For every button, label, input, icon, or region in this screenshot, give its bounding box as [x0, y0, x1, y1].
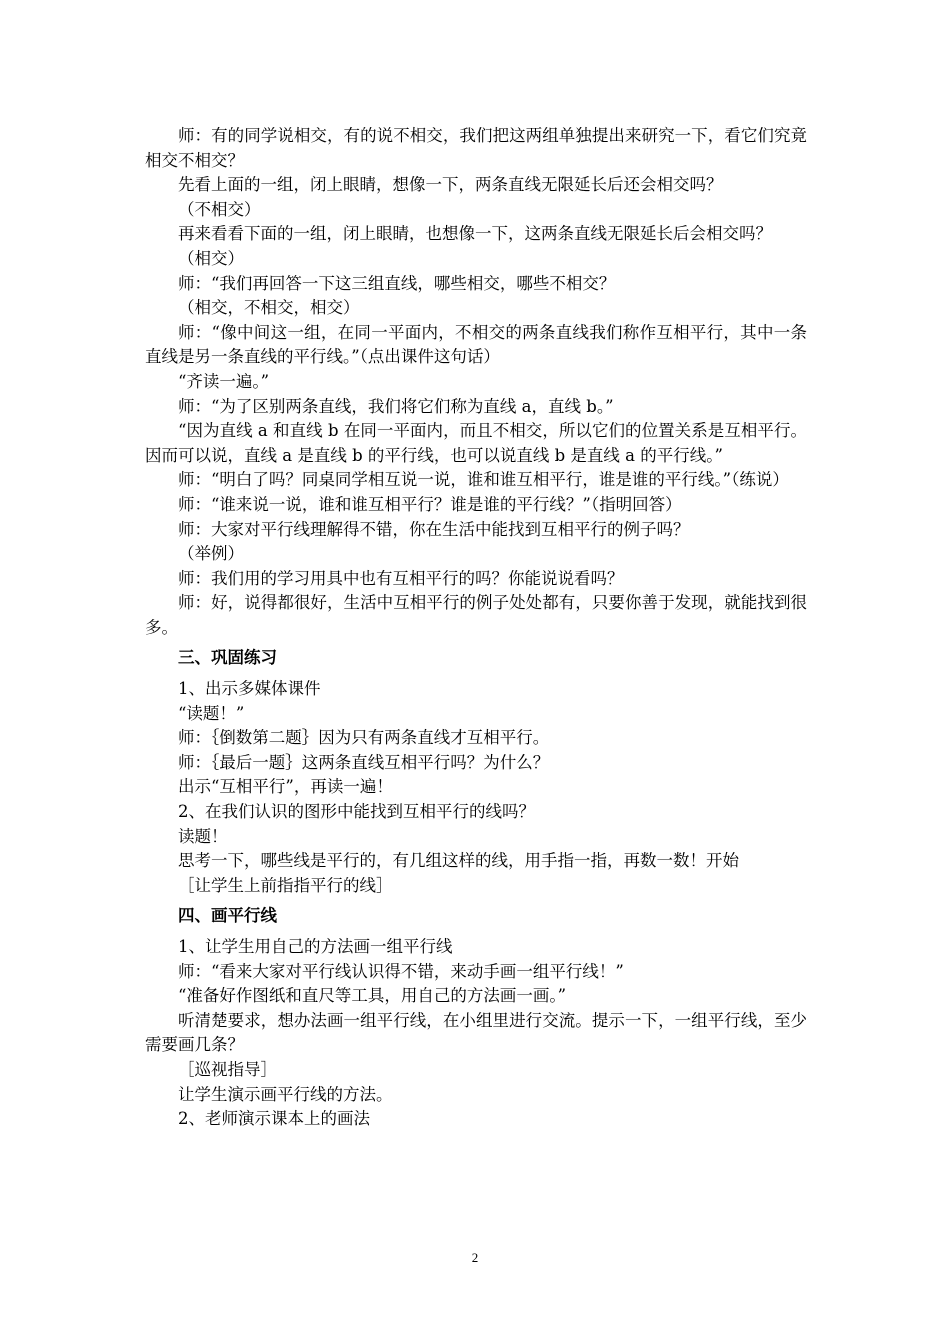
- paragraph: （不相交）: [178, 199, 261, 219]
- paragraph: 再来看看下面的一组，闭上眼睛，也想像一下，这两条直线无限延长后会相交吗？: [178, 224, 772, 244]
- paragraph: 师：“我们再回答一下这三组直线，哪些相交，哪些不相交？: [178, 273, 616, 293]
- paragraph: 师：“为了区别两条直线，我们将它们称为直线 a，直线 b。”: [178, 396, 614, 416]
- paragraph: 1、出示多媒体课件: [178, 679, 321, 699]
- paragraph: 听清楚要求，想办法画一组平行线，在小组里进行交流。提示一下，一组平行线，至少需要画几条？: [145, 1010, 807, 1055]
- paragraph: “齐读一遍。”: [178, 371, 270, 391]
- paragraph: 师：｛最后一题｝这两条直线互相平行吗？为什么？: [178, 752, 550, 772]
- paragraph: 师：大家对平行线理解得不错，你在生活中能找到互相平行的例子吗？: [178, 519, 690, 539]
- paragraph: 1、让学生用自己的方法画一组平行线: [178, 937, 453, 956]
- paragraph: 师：有的同学说相交，有的说不相交，我们把这两组单独提出来研究一下，看它们究竟相交不相交？: [145, 126, 807, 170]
- paragraph: ［巡视指导］: [178, 1059, 277, 1079]
- paragraph: 出示“互相平行”，再读一遍！: [178, 777, 393, 797]
- paragraph: （相交，不相交，相交）: [178, 298, 360, 318]
- paragraph: （举例）: [178, 544, 244, 564]
- paragraph: 师：“明白了吗？同桌同学相互说一说，谁和谁互相平行，谁是谁的平行线。”（练说）: [178, 470, 789, 490]
- paragraph: 让学生演示画平行线的方法。: [178, 1084, 393, 1104]
- paragraph: ［让学生上前指指平行的线］: [178, 875, 393, 895]
- paragraph: （相交）: [178, 248, 244, 268]
- paragraph: “因为直线 a 和直线 b 在同一平面内，而且不相交，所以它们的位置关系是互相平行。因而可以说，直线 a 是直线 b 的平行线，也可以说直线 b 是直线 a 的平行线。”: [145, 421, 807, 465]
- paragraph: 师：好，说得都很好，生活中互相平行的例子处处都有，只要你善于发现，就能找到很多。: [145, 593, 807, 637]
- paragraph: 2、在我们认识的图形中能找到互相平行的线吗？: [178, 802, 535, 822]
- paragraph: 思考一下，哪些线是平行的，有几组这样的线，用手指一指，再数一数！开始: [178, 851, 739, 871]
- paragraph: 读题！: [178, 826, 228, 846]
- paragraph: 师：“看来大家对平行线认识得不错，来动手画一组平行线！”: [178, 961, 624, 981]
- page-body: [145, 124, 807, 1132]
- page-number: 2: [471, 1250, 479, 1265]
- paragraph: 先看上面的一组，闭上眼睛，想像一下，两条直线无限延长后还会相交吗？: [178, 175, 723, 195]
- section-heading-draw-parallel-lines: 四、画平行线: [178, 906, 277, 926]
- paragraph: 师：“像中间这一组，在同一平面内，不相交的两条直线我们称作互相平行，其中一条直线是另一条直线的平行线。”（点出课件这句话）: [145, 322, 807, 367]
- paragraph: “读题！”: [178, 703, 245, 723]
- paragraph: 师：我们用的学习用具中也有互相平行的吗？你能说说看吗？: [178, 568, 624, 588]
- section-heading-consolidation-practice: 三、巩固练习: [178, 648, 277, 668]
- paragraph: 2、老师演示课本上的画法: [178, 1109, 370, 1129]
- paragraph: 师：｛倒数第二题｝因为只有两条直线才互相平行。: [178, 728, 550, 748]
- paragraph: 师：“谁来说一说，谁和谁互相平行？谁是谁的平行线？”（指明回答）: [178, 494, 682, 514]
- paragraph: “准备好作图纸和直尺等工具，用自己的方法画一画。”: [178, 986, 567, 1006]
